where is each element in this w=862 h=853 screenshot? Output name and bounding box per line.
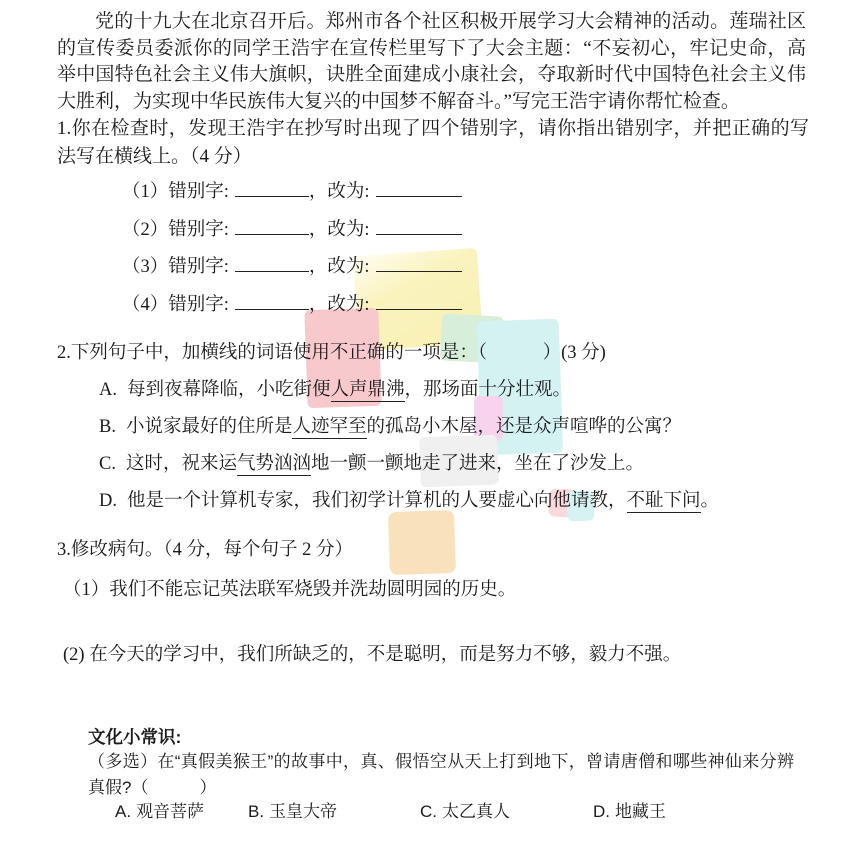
option-text: 。 <box>700 491 720 511</box>
culture-option-c <box>420 800 593 824</box>
culture-section <box>88 725 794 824</box>
item-number: （2） <box>122 219 169 240</box>
option-letter: A. <box>99 380 117 400</box>
option-text: 每到夜幕降临，小吃街便 <box>127 380 331 400</box>
typo-item-4 <box>122 287 462 325</box>
question-3-item-2: (2) 在今天的学习中，我们所缺乏的，不是聪明，而是努力不够，毅力不强。 <box>63 645 682 665</box>
underlined-phrase: 人声鼎沸 <box>330 380 405 400</box>
option-letter: C. <box>420 802 437 821</box>
question-2-prompt: 2.下列句子中，加横线的词语使用不正确的一项是：（ ）(3 分) <box>57 343 606 363</box>
option-text: ，那场面十分壮观。 <box>404 380 572 400</box>
option-text: 地一颤一颤地走了进来，坐在了沙发上。 <box>311 454 645 474</box>
option-text: 这时，祝来运 <box>125 454 237 474</box>
option-text: 的孤岛小木屋，还是众声喧哗的公寓？ <box>366 417 682 437</box>
wrong-char-label: 错别字: <box>168 257 229 277</box>
culture-option-a <box>115 800 248 824</box>
culture-question: （多选）在“真假美猴王”的故事中，真、假悟空从天上打到地下，曾请唐僧和哪些神仙来分辨真假?（ ） <box>88 752 794 797</box>
option-letter: D. <box>99 491 117 511</box>
option-text: 观音菩萨 <box>136 802 205 821</box>
question-1-prompt: 1.你在检查时，发现王浩宇在抄写时出现了四个错别字，请你指出错别字，并把正确的写法写在横线上。（4 分） <box>57 118 809 167</box>
option-text: 玉皇大帝 <box>269 802 338 821</box>
culture-options <box>88 800 794 824</box>
answer-blank <box>376 291 462 310</box>
answer-blank <box>235 178 309 197</box>
wrong-char-label: 错别字: <box>168 219 229 240</box>
item-number: （4） <box>122 294 169 315</box>
answer-blank <box>235 216 309 235</box>
culture-option-d <box>593 800 666 824</box>
option-b <box>99 409 719 446</box>
typo-item-2 <box>122 212 462 250</box>
item-number: （1） <box>122 182 169 202</box>
question-1-items <box>122 174 462 324</box>
underlined-phrase: 人迹罕至 <box>292 417 367 437</box>
option-text: 地藏王 <box>615 802 666 821</box>
culture-option-b <box>248 800 420 824</box>
change-to-label: ，改为: <box>308 257 370 277</box>
option-a <box>99 372 719 409</box>
wrong-char-label: 错别字: <box>168 294 229 315</box>
typo-item-1 <box>122 174 462 212</box>
change-to-label: ，改为: <box>308 182 370 202</box>
question-3-prompt: 3.修改病句。（4 分，每个句子 2 分） <box>57 540 354 560</box>
wrong-char-label: 错别字: <box>168 182 229 202</box>
option-letter: C. <box>99 454 116 474</box>
question-2-options <box>99 372 719 520</box>
option-letter: A. <box>115 802 132 821</box>
option-text: 小说家最好的住所是 <box>125 417 293 437</box>
option-d <box>99 483 719 520</box>
option-text: 太乙真人 <box>442 802 510 821</box>
option-letter: D. <box>593 802 610 821</box>
typo-item-3 <box>122 249 462 287</box>
underlined-phrase: 不耻下问 <box>626 491 701 511</box>
option-c <box>99 446 719 483</box>
option-letter: B. <box>99 417 116 437</box>
intro-paragraph: 党的十九大在北京召开后。郑州市各个社区积极开展学习大会精神的活动。莲瑞社区的宣传委员委派你的同学王浩宇在宣传栏里写下了大会主题：“不妄初心，牢记史命，高举中国特色社会主义伟大旗帜，诀胜全面建成小康社会，夺取新时代中国特色社会主义伟大胜利，为实现中华民族伟大复兴的中国梦不解奋斗。”写完王浩宇请你帮忙检查。 <box>57 11 806 112</box>
question-3-item-1: （1）我们不能忘记英法联军烧毁并洗劫圆明园的历史。 <box>63 580 517 600</box>
answer-blank <box>376 216 462 235</box>
underlined-phrase: 气势汹汹 <box>236 454 311 474</box>
option-letter: B. <box>248 802 265 821</box>
item-number: （3） <box>122 257 169 277</box>
option-text: 他是一个计算机专家，我们初学计算机的人要虚心向他请教， <box>127 491 627 511</box>
answer-blank <box>235 253 309 272</box>
culture-section-title: 文化小常识: <box>88 727 182 747</box>
change-to-label: ，改为: <box>308 219 370 240</box>
answer-blank <box>376 178 462 197</box>
answer-blank <box>376 253 462 272</box>
answer-blank <box>235 291 309 310</box>
change-to-label: ，改为: <box>308 294 370 315</box>
